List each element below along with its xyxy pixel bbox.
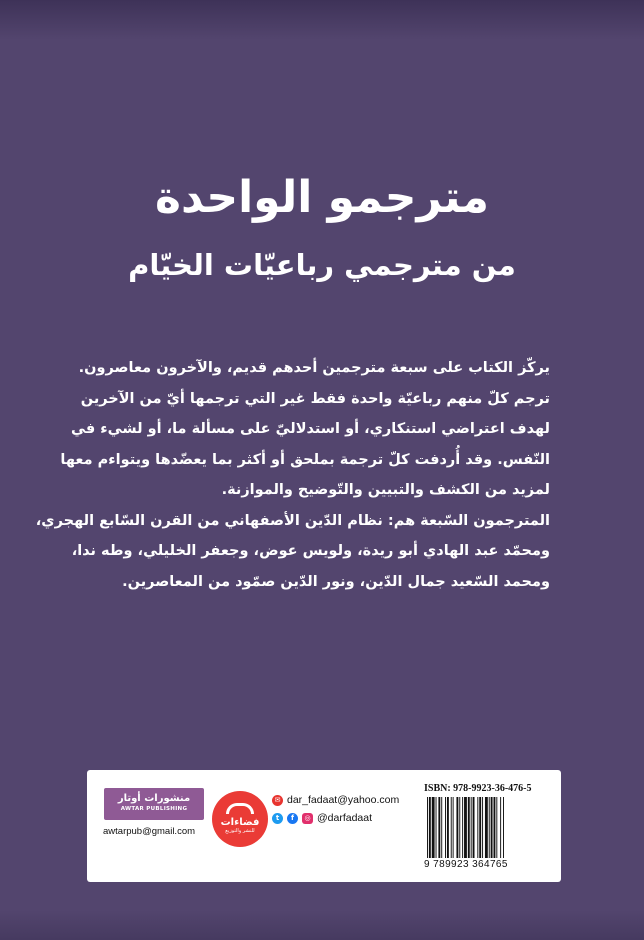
twitter-icon: t — [272, 813, 283, 824]
barcode-bar — [473, 797, 475, 858]
facebook-icon: f — [287, 813, 298, 824]
fadaat-logo — [212, 791, 268, 847]
contact-email-row — [272, 794, 399, 806]
blurb-line: ومحمد السّعيد جمال الدّين، ونور الدّين صمّود من المعاصرين. — [122, 573, 550, 590]
barcode-bar — [429, 797, 431, 858]
barcode-bar — [462, 797, 463, 858]
barcode-bar — [468, 797, 470, 858]
barcode-bar — [464, 797, 467, 858]
barcode-digits: 9 789923 364765 — [424, 859, 508, 870]
blurb-text — [35, 353, 550, 597]
isbn-label: ISBN: 978-9923-36-476-5 — [424, 783, 532, 794]
publisher-logo-text: منشورات أوتار — [117, 793, 191, 804]
social-row — [272, 812, 372, 824]
barcode-bar — [438, 797, 440, 858]
barcode-bar — [432, 797, 435, 858]
barcode-bar — [482, 797, 483, 858]
fadaat-logo-text: فضاءات — [220, 817, 260, 828]
publisher-email: awtarpub@gmail.com — [103, 826, 196, 837]
blurb-line: المترجمون السّبعة هم: نظام الدّين الأصفهاني من القرن السّابع الهجري، — [35, 512, 550, 529]
contact-email: dar_fadaat@yahoo.com — [287, 794, 400, 806]
blurb-line: لهدف اعتراضي استنكاري، أو استدلاليّ على مسألة ما، أو لشيء في — [71, 421, 550, 437]
barcode-bar — [427, 797, 428, 858]
social-handle: @darfadaat — [317, 812, 373, 824]
barcode-bar — [479, 797, 481, 858]
barcode-bar — [471, 797, 472, 858]
barcode-bar — [441, 797, 442, 858]
barcode-bar — [451, 797, 452, 858]
instagram-icon: ◎ — [302, 813, 313, 824]
barcode-bar — [447, 797, 449, 858]
barcode-bar — [459, 797, 460, 858]
blurb-line: ومحمّد عبد الهادي أبو ريدة، ولويس عوض، وجعفر الخليلي، وطه ندا، — [71, 543, 550, 559]
barcode-bar — [503, 797, 504, 858]
barcode-bar — [445, 797, 446, 858]
barcode-bar — [456, 797, 458, 858]
book-title: مترجمو الواحدة — [154, 172, 490, 223]
barcode-bar — [494, 797, 496, 858]
barcode-bar — [496, 797, 497, 858]
blurb-line: النّفس. وقد أُردفت كلّ ترجمة بملحق أو أكثر بما يعضّدها ويتواءم معها — [60, 451, 550, 468]
publisher-logo-latin: AWTAR PUBLISHING — [120, 806, 188, 812]
blurb-line: لمزيد من الكشف والتبيين والتّوضيح والموازنة. — [221, 482, 550, 498]
barcode-bar — [436, 797, 437, 858]
barcode-bar — [500, 797, 501, 858]
barcode-bar — [485, 797, 488, 858]
barcode-bar — [453, 797, 454, 858]
blurb-line: يركّز الكتاب على سبعة مترجمين أحدهم قديم، والآخرون معاصرون. — [78, 360, 550, 376]
awtar-publisher-logo — [104, 788, 204, 820]
barcode-bar — [489, 797, 490, 858]
barcode — [427, 797, 535, 858]
barcode-bar — [477, 797, 478, 858]
barcode-bar — [491, 797, 493, 858]
fadaat-logo-tag: للنشر والتوزيع — [225, 828, 255, 834]
fadaat-mark-icon — [226, 803, 254, 814]
mail-icon: ✉ — [272, 795, 283, 806]
blurb-line: ترجم كلّ منهم رباعيّة واحدة فقط غير التي ترجمها أيّ من الآخرين — [80, 390, 550, 407]
book-subtitle: من مترجمي رباعيّات الخيّام — [128, 248, 516, 282]
